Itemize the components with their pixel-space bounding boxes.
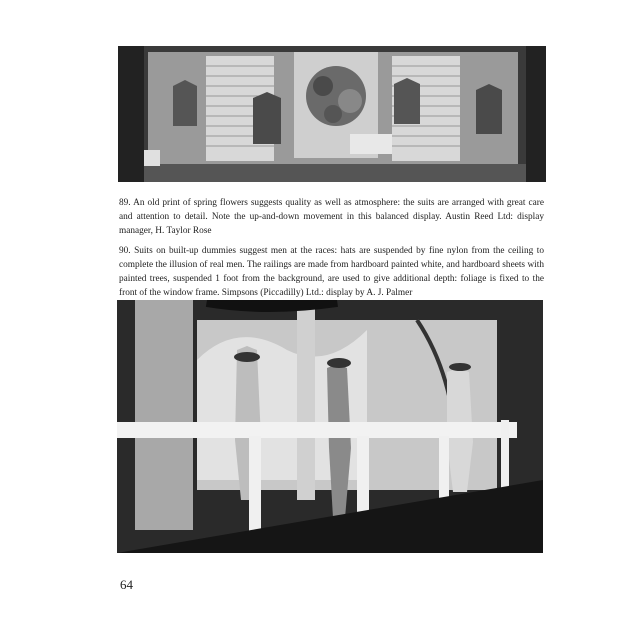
page-number: 64 [120,577,133,592]
photo-simpsons-races-display [117,300,543,553]
caption-figure-90: 90. Suits on built-up dummies suggest men at the races: hats are suspended by fine nylon from the ceiling to complete the illusion of real men. The railings are made from hardboard painted white, and hardboard sheets with painted trees, suspended 1 foot from the background, are used to give additional depth: foliage is fixed to the front of the window frame. Simpsons (Piccadilly) Ltd.: display by A. J. Palmer [119,246,544,298]
photo-austin-reed-window-display [118,46,546,182]
caption-figure-89: 89. An old print of spring flowers suggests quality as well as atmosphere: the suits are arranged with great care and attention to detail. Note the up-and-down movement in this balanced display. Austin Reed Ltd: display manager, H. Taylor Rose [119,198,544,236]
